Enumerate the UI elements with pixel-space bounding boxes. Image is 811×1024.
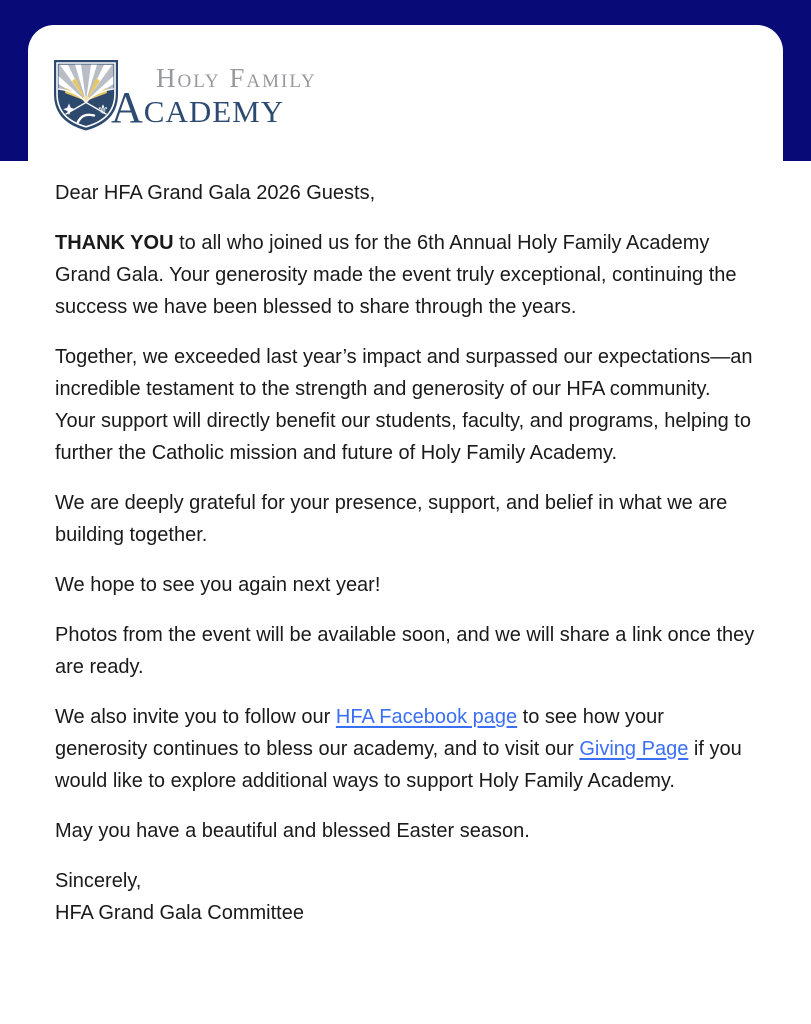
greeting-line: Dear HFA Grand Gala 2026 Guests, [55, 182, 376, 204]
hfa-wordmark [111, 57, 317, 132]
paragraph-grateful: We are deeply grateful for your presence, support, and belief in what we are building together. [55, 492, 728, 546]
paragraph-thank-you [55, 227, 756, 323]
wordmark-holy-family: Holy Family [156, 63, 317, 93]
invite-text-post: if you would like to explore additional ways to support Holy Family Academy. [55, 738, 742, 792]
paragraph-easter: May you have a beautiful and blessed Easter season. [55, 820, 530, 842]
paragraph-photos: Photos from the event will be available soon, and we will share a link once they are ready. [55, 624, 755, 678]
fleur-de-lis-glyph: ⚜ [97, 103, 109, 118]
closing-block [55, 865, 756, 929]
signoff: Sincerely, [55, 870, 142, 892]
hfa-logo [50, 57, 756, 133]
giving-page-link[interactable]: Giving Page [579, 738, 689, 760]
thank-you-bold: THANK YOU [55, 232, 174, 254]
paragraph-invite [55, 701, 756, 797]
email-body [55, 177, 756, 929]
invite-text-mid: to see how your generosity continues to bless our academy, and to visit our [55, 706, 664, 760]
email-card [28, 25, 783, 1024]
invite-text-pre: We also invite you to follow our [55, 706, 336, 728]
paragraph-impact: Together, we exceeded last year’s impact and surpassed our expectations—an incredible testament to the strength and generosity of our HFA community. Your support will directly benefit our students, faculty, and programs, helping to further the Catholic mission and future of Holy Family Academy. [55, 346, 753, 464]
facebook-page-link[interactable]: HFA Facebook page [335, 706, 518, 728]
paragraph-next-year: We hope to see you again next year! [55, 574, 381, 596]
wordmark-academy: Academy [111, 83, 285, 132]
thank-you-text: to all who joined us for the 6th Annual Holy Family Academy Grand Gala. Your generosity made the event truly exceptional, continuing the success we have been blessed to share through the years. [55, 232, 737, 318]
signature: HFA Grand Gala Committee [55, 902, 304, 924]
